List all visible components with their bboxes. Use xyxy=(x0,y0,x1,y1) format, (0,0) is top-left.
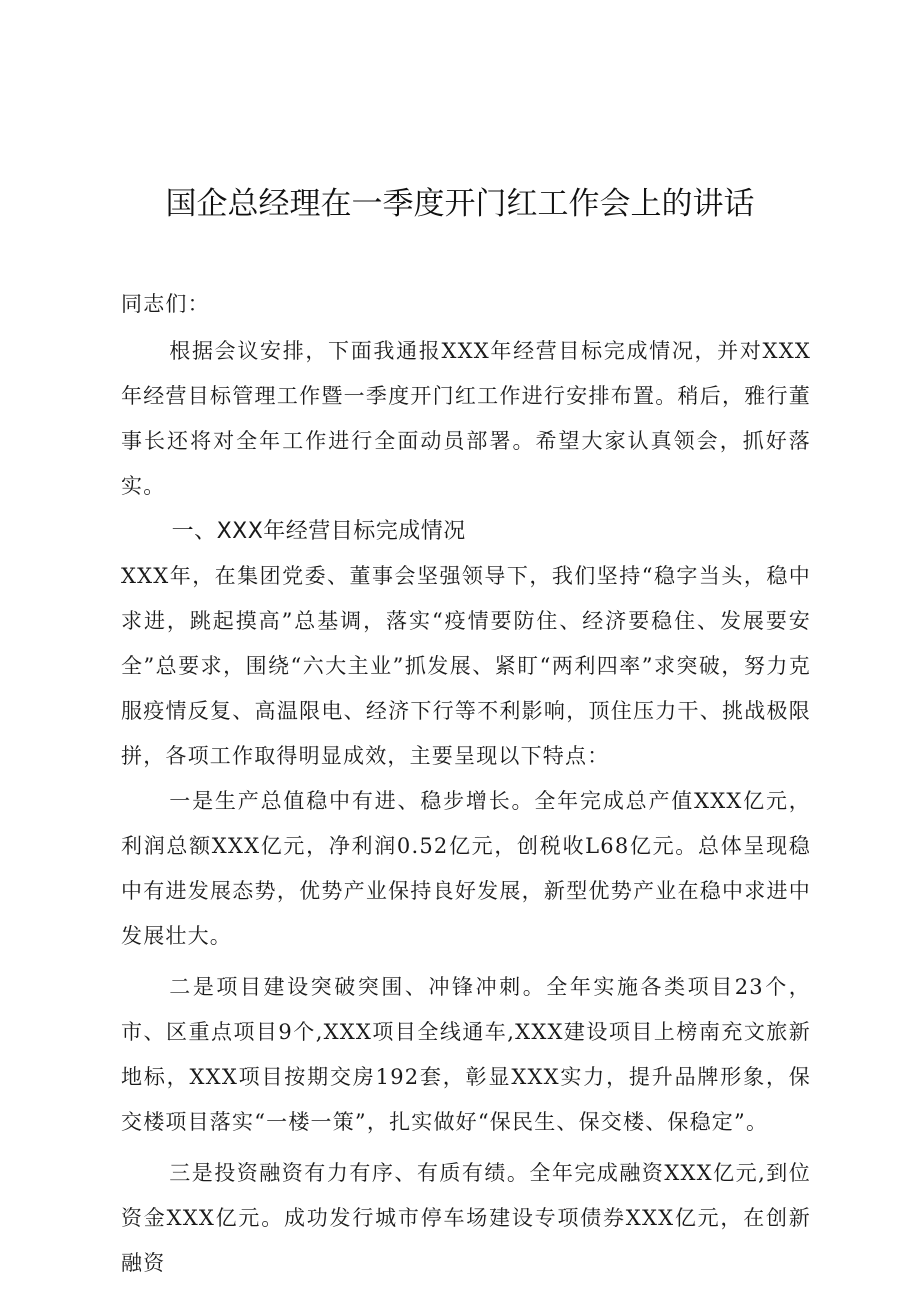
point-1: 一是生产总值稳中有进、稳步增长。全年完成总产值XXX亿元，利润总额XXX亿元，净利润0.52亿元，创税收L68亿元。总体呈现稳中有进发展态势，优势产业保持良好发展，新型优势产业在稳中求进中发展壮大。 xyxy=(121,789,811,948)
point-2: 二是项目建设突破突围、冲锋冲刺。全年实施各类项目23个，市、区重点项目9个,XXX项目全线通车,XXX建设项目上榜南充文旅新地标，XXX项目按期交房192套，彰显XXX实力，提升品牌形象，保交楼项目落实“一楼一策”，扎实做好“保民生、保交楼、保稳定”。 xyxy=(121,975,811,1134)
section-1-intro: XXX年，在集团党委、董事会坚强领导下，我们坚持“稳字当头，稳中求进，跳起摸高”总基调，落实“疫情要防住、经济要稳住、发展要安全”总要求，围绕“六大主业”抓发展、紧盯“两利四率”求突破，努力克服疫情反复、高温限电、经济下行等不利影响，顶住压力干、挑战极限拼，各项工作取得明显成效，主要呈现以下特点： xyxy=(121,564,811,768)
salutation: 同志们： xyxy=(121,292,210,316)
point-3: 三是投资融资有力有序、有质有绩。全年完成融资XXX亿元,到位资金XXX亿元。成功发行城市停车场建设专项债券XXX亿元，在创新融资 xyxy=(121,1161,811,1275)
document-title: 国企总经理在一季度开门红工作会上的讲话 xyxy=(165,186,755,222)
document-body xyxy=(121,282,811,1286)
paragraph-opening: 根据会议安排，下面我通报XXX年经营目标完成情况，并对XXX年经营目标管理工作暨一季度开门红工作进行安排布置。稍后，雅行董事长还将对全年工作进行全面动员部署。希望大家认真领会，抓好落实。 xyxy=(121,339,811,498)
section-heading-1: 一、XXX年经营目标完成情况 xyxy=(171,519,466,544)
